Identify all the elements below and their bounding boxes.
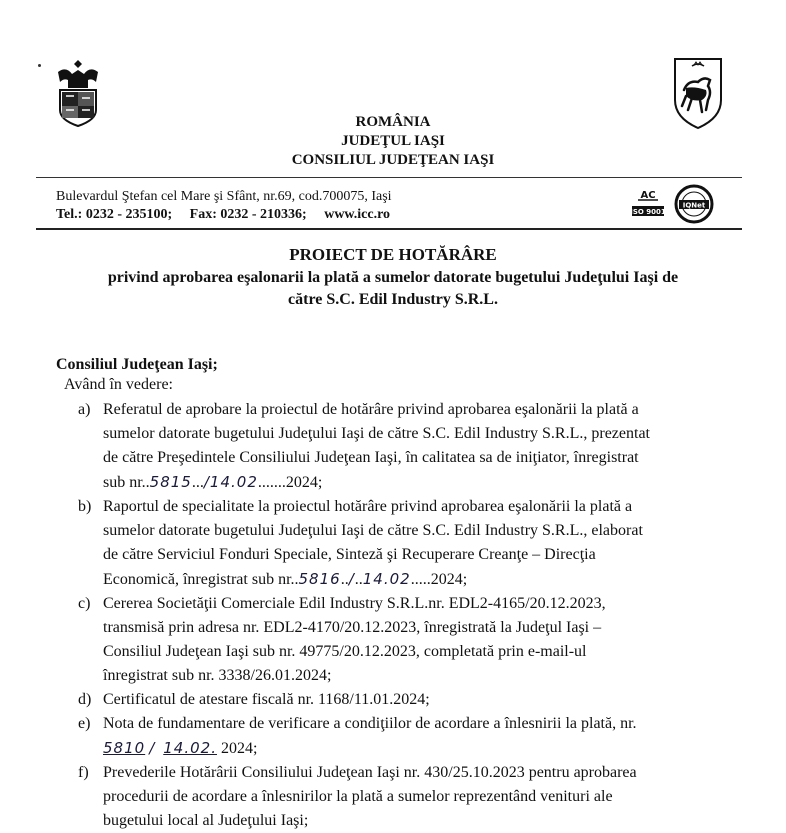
header-top-rule [36,177,742,178]
iso-label: ISO 9001 [630,208,666,216]
item-text: procedurii de acordare a înlesnirilor la plată a sumelor reprezentând venituri ale [103,788,613,805]
item-text: Certificatul de atestare fiscală nr. 1168/11.01.2024; [103,691,430,708]
speck [38,64,41,67]
item-text: de către Preşedintele Consiliului Judeţean Iaşi, în calitatea sa de iniţiator, înregistrat [103,449,639,466]
handwritten-date: 14.02 [362,570,411,588]
item-marker: c) [78,595,91,612]
header-bottom-rule [36,228,742,230]
intro: Având în vedere: [64,376,173,393]
item-text: Economică, înregistrat sub nr..5816../..14.02.....2024; [103,570,468,588]
item-text: bugetului local al Judeţului Iaşi; [103,812,309,829]
item-marker: a) [78,401,91,418]
iso-certification-logo [630,186,666,218]
contact-line [56,206,390,224]
item-text: Consiliul Judeţean Iaşi sub nr. 49775/20.12.2023, completată prin e-mail-ul [103,643,587,660]
item-text: Referatul de aprobare la proiectul de hotărâre privind aprobarea eşalonării la plată a [103,401,639,418]
list-item [78,712,748,761]
list-item [78,688,748,712]
item-text: Nota de fundamentare de verificare a condiţiilor de acordare a înlesnirii la plată, nr. [103,715,637,732]
item-text: de către Serviciul Fonduri Speciale, Sinteză şi Recuperare Creanţe – Direcţia [103,546,596,563]
item-text: Prevederile Hotărârii Consiliului Judeţean Iaşi nr. 430/25.10.2023 pentru aprobarea [103,764,637,781]
item-text: sumelor datorate bugetului Judeţului Iaşi de către S.C. Edil Industry S.R.L., prezentat [103,425,650,442]
issuer: Consiliul Judeţean Iaşi; [56,356,218,373]
handwritten-date: 14.02 [209,473,258,491]
item-text: transmisă prin adresa nr. EDL2-4170/20.12.2023, înregistrată la Judeţul Iaşi – [103,619,602,636]
list-item [78,761,748,833]
item-text: Raportul de specialitate la proiectul hotărâre privind aprobarea eşalonării la plată a [103,498,633,515]
item-text: sumelor datorate bugetului Judeţului Iaşi de către S.C. Edil Industry S.R.L., elaborat [103,522,643,539]
handwritten-number: 5815 [149,473,192,491]
iqnet-label: IQNet [682,201,706,210]
list-item [78,398,748,495]
phone-number: Tel.: 0232 - 235100; [56,207,173,222]
header-county: JUDEŢUL IAŞI [341,133,445,149]
handwritten-number: 5810 [103,739,146,757]
document-subtitle-line-1: privind aprobarea eşalonarii la plată a sumelor datorate bugetului Judeţului Iaşi de [107,269,679,286]
handwritten-separator: / [348,570,355,588]
item-text: Cererea Societăţii Comerciale Edil Industry S.R.L.nr. EDL2-4165/20.12.2023, [103,595,606,612]
list-item [78,592,748,688]
document-subtitle-line-2: către S.C. Edil Industry S.R.L. [288,291,498,308]
fax-number: Fax: 0232 - 210336; [189,207,307,222]
handwritten-date: 14.02. [163,739,217,757]
website: www.icc.ro [324,207,391,222]
item-text: înregistrat sub nr. 3338/26.01.2024; [103,667,332,684]
considerations-list [78,398,748,833]
address-line: Bulevardul Ştefan cel Mare şi Sfânt, nr.69, cod.700075, Iaşi [56,189,392,204]
item-marker: f) [78,764,89,781]
item-marker: e) [78,715,91,732]
handwritten-separator: / [203,473,210,491]
item-marker: b) [78,498,92,515]
header-country: ROMÂNIA [355,114,431,130]
iqnet-certification-logo [674,184,714,224]
handwritten-separator: / [149,739,156,757]
document-title: PROIECT DE HOTĂRÂRE [289,245,497,264]
item-marker: d) [78,691,92,708]
ac-mark: AC [640,190,656,201]
list-item [78,495,748,592]
item-text: sub nr..5815.../14.02.......2024; [103,473,323,491]
item-text: 5810 / 14.02. 2024; [103,739,258,757]
handwritten-number: 5816 [298,570,341,588]
header-council: CONSILIUL JUDEŢEAN IAŞI [291,152,495,168]
